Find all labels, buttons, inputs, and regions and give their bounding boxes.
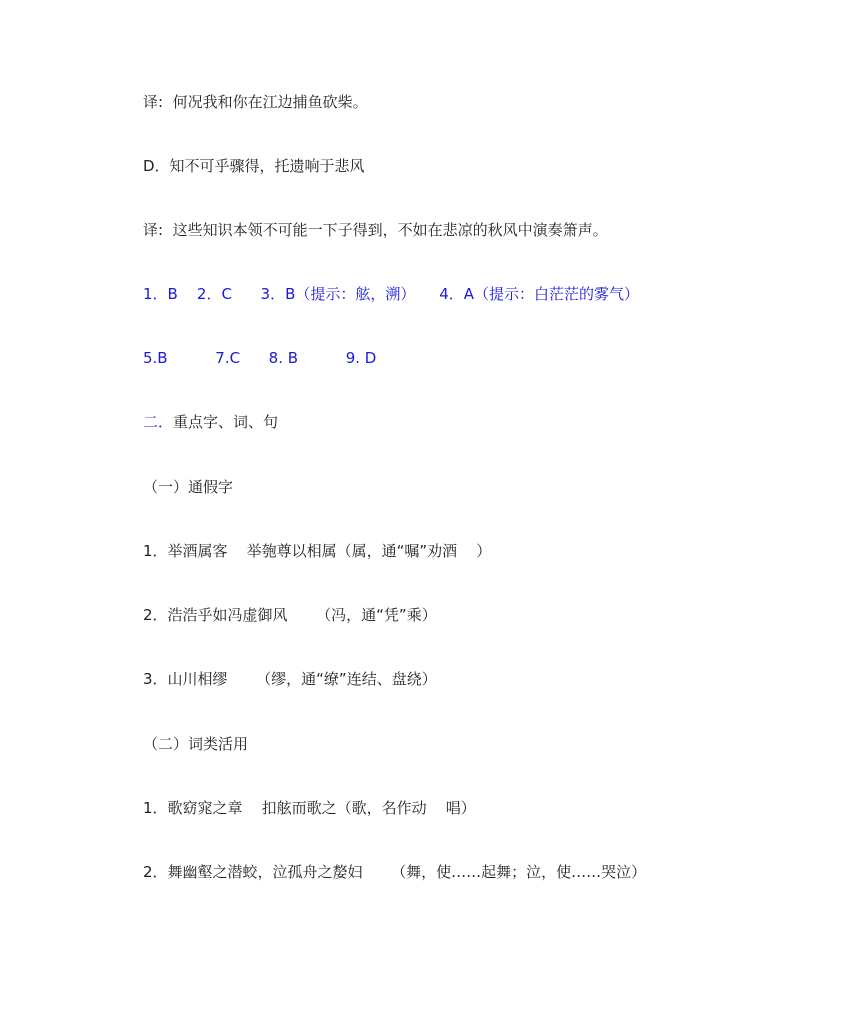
option-d-line: D．知不可乎骤得，托遗响于悲风: [143, 157, 365, 175]
list-item: 1．歌窈窕之章 扣舷而歌之（歌，名作动 唱）: [143, 799, 476, 817]
list-item: 1．举酒属客 举匏尊以相属（属，通“嘱”劝酒 ）: [143, 542, 492, 560]
list-item: 2．浩浩乎如冯虚御风 （冯，通“凭”乘）: [143, 606, 437, 624]
list-item: 2．舞幽壑之潜蛟，泣孤舟之嫠妇 （舞，使……起舞；泣，使……哭泣）: [143, 863, 647, 881]
section-number: 二．: [143, 413, 174, 431]
translation-line-2: 译: 这些知识本领不可能一下子得到，不如在悲凉的秋风中演奏箫声。: [143, 221, 608, 239]
translation-line-1: 译: 何况我和你在江边捕鱼砍柴。: [143, 93, 368, 111]
list-item: 3．山川相缪 （缪，通“缭”连结、盘绕）: [143, 670, 437, 688]
answer-key-line-2: 5.B 7.C 8. B 9. D: [143, 349, 377, 367]
section-title: 重点字、词、句: [173, 413, 279, 431]
answer-key-line-1: 1．B 2．C 3．B（提示：舷，溯） 4．A（提示：白茫茫的雾气）: [143, 285, 640, 303]
section-heading-key-words: [143, 412, 278, 432]
subheading-cileihuoyong: （二）词类活用: [143, 735, 249, 753]
subheading-tongjiazi: （一）通假字: [143, 478, 234, 496]
